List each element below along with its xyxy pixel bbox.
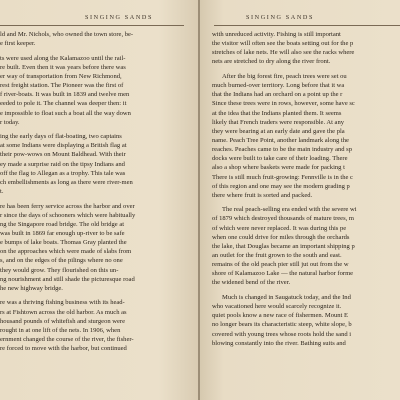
text-line: with unreduced activity. Fishing is still important	[212, 31, 341, 38]
text-line: ey made a surprise raid on the tipsy Indians and	[0, 160, 125, 168]
text-line: remains of the old peach pier still jut out from the w	[212, 261, 349, 269]
running-head-right: SINGING SANDS	[245, 14, 315, 21]
text-line: Since these trees were in rows, however, some have sc	[212, 100, 355, 108]
text-line: there where fruit is sorted and packed.	[212, 191, 313, 199]
text-line: name. Peach Tree Point, another landmark along the	[212, 136, 349, 144]
text-line: There is still much fruit-growing: Fennville is in the c	[212, 173, 353, 181]
text-line: ts were used along the Kalamazoo until the rail-	[0, 54, 126, 62]
text-line: much burned-over territory. Long before that it wa	[212, 82, 345, 90]
text-line: t.	[0, 188, 4, 196]
text-line: at some Indians were displaying a British flag at	[0, 142, 127, 150]
text-line: f river-boats. It was built in 1839 and twelve men	[0, 91, 130, 99]
text-line: their pow-wows on Mount Baldhead. With their	[0, 151, 126, 159]
text-line: ld and Mr. Nichols, who owned the town store, be-	[0, 31, 134, 38]
text-line: re has been ferry service across the harbor and over	[0, 202, 135, 210]
header-rule-left	[0, 25, 184, 26]
text-line: docks were built to take care of their loading. There	[212, 155, 348, 163]
text-line: e impossible to float such a boat all the way down	[0, 109, 131, 117]
text-line: ch embellishments as long as there were river-men	[0, 178, 133, 186]
text-line: an outlet for the fruit grown to the south and east.	[212, 252, 342, 260]
text-line: blowing constantly into the river. Bathing suits and	[212, 339, 346, 347]
text-line: on the approaches which were made of slabs from	[0, 248, 132, 256]
text-line: ng the Singapore road bridge. The old bridge at	[0, 220, 125, 228]
text-line: they would grow. They flourished on this un-	[0, 266, 119, 274]
text-line: re was a thriving fishing business with its head-	[0, 299, 125, 307]
text-line: covered with young trees whose roots hold the sand i	[212, 330, 352, 338]
text-line: reaches. Peaches came to be the main industry and sp	[212, 146, 352, 154]
text-line: ing the early days of flat-boating, two captains	[0, 133, 122, 141]
text-line: of 1879 which destroyed thousands of mature trees, m	[212, 215, 354, 223]
text-line: was built in 1869 far enough up-river to be safe	[0, 229, 125, 237]
text-line: off the flag to Allegan as a trophy. This tale was	[0, 169, 126, 177]
text-line: nets are stretched to dry along the river front.	[212, 58, 331, 66]
text-line: re built. Even then it was years before there was	[0, 63, 126, 71]
text-line: e first keeper.	[0, 40, 36, 48]
text-line: the widened bend of the river.	[212, 279, 291, 287]
text-line: at the idea that the Indians planted them. It seems	[212, 109, 342, 117]
text-line: ng nourishment and still shade the picturesque road	[0, 275, 135, 283]
text-line: stretches of lake nets. He will also see the racks where	[212, 49, 355, 57]
text-line: that the Indians had an orchard on a point up the r	[212, 91, 343, 99]
text-line: also a shop where baskets were made for packing t	[212, 164, 345, 172]
text-line: he new highway bridge.	[0, 284, 63, 292]
left-page-text	[0, 30, 135, 353]
text-line: Much is changed in Saugatuck today, and the Ind	[222, 293, 351, 301]
text-line: rest freight station. The Pioneer was the first of	[0, 82, 124, 90]
text-line: rought in at one lift of the nets. In 1906, when	[0, 326, 121, 334]
text-line: who vacationed here would scarcely recognize it.	[212, 303, 342, 311]
text-line: ernment changed the course of the river, the fisher-	[0, 335, 134, 343]
text-line: no longer bears its characteristic steep, white slope, b	[212, 321, 352, 329]
left-page	[0, 0, 198, 400]
text-line: re forced to move with the harbor, but continued	[0, 345, 127, 353]
text-line: quiet pools know a new race of fishermen. Mount E	[212, 312, 348, 320]
text-line: er way of transportation from New Richmond,	[0, 72, 122, 80]
text-line: they were bearing at an early date and gave the pla	[212, 127, 345, 135]
text-line: r today.	[0, 118, 20, 126]
text-line: the lake, that Douglas became an important shipping p	[212, 242, 355, 250]
text-line: eeded to pole it. The channel was deeper then: it	[0, 100, 127, 108]
text-line: The real peach-selling era ended with the severe wi	[222, 206, 357, 214]
text-line: r since the days of schooners which were habitually	[0, 211, 136, 219]
text-line: of this region and one may see the modern grading p	[212, 182, 350, 190]
text-line: likely that French traders were responsible. At any	[212, 118, 344, 126]
text-line: of which were never replaced. It was during this pe	[212, 224, 347, 232]
text-line: s, and on the edges of the pilings where no one	[0, 257, 123, 265]
text-line: rs at Fishtown across the old harbor. As much as	[0, 308, 127, 316]
text-line: shore of Kalamazoo Lake — the natural harbor forme	[212, 270, 354, 278]
text-line: e bumps of lake boats. Thomas Gray planted the	[0, 239, 127, 247]
text-line: when one could drive for miles through the orchards	[212, 233, 350, 241]
running-head-left: SINGING SANDS	[84, 14, 154, 21]
text-line: housand pounds of whitefish and sturgeon were	[0, 317, 125, 325]
header-rule-right	[214, 25, 400, 26]
right-page-text	[212, 30, 357, 348]
right-page	[200, 0, 400, 400]
text-line: After the big forest fire, peach trees were set ou	[222, 72, 347, 80]
text-line: the visitor will often see the boats setting out for the p	[212, 40, 354, 48]
